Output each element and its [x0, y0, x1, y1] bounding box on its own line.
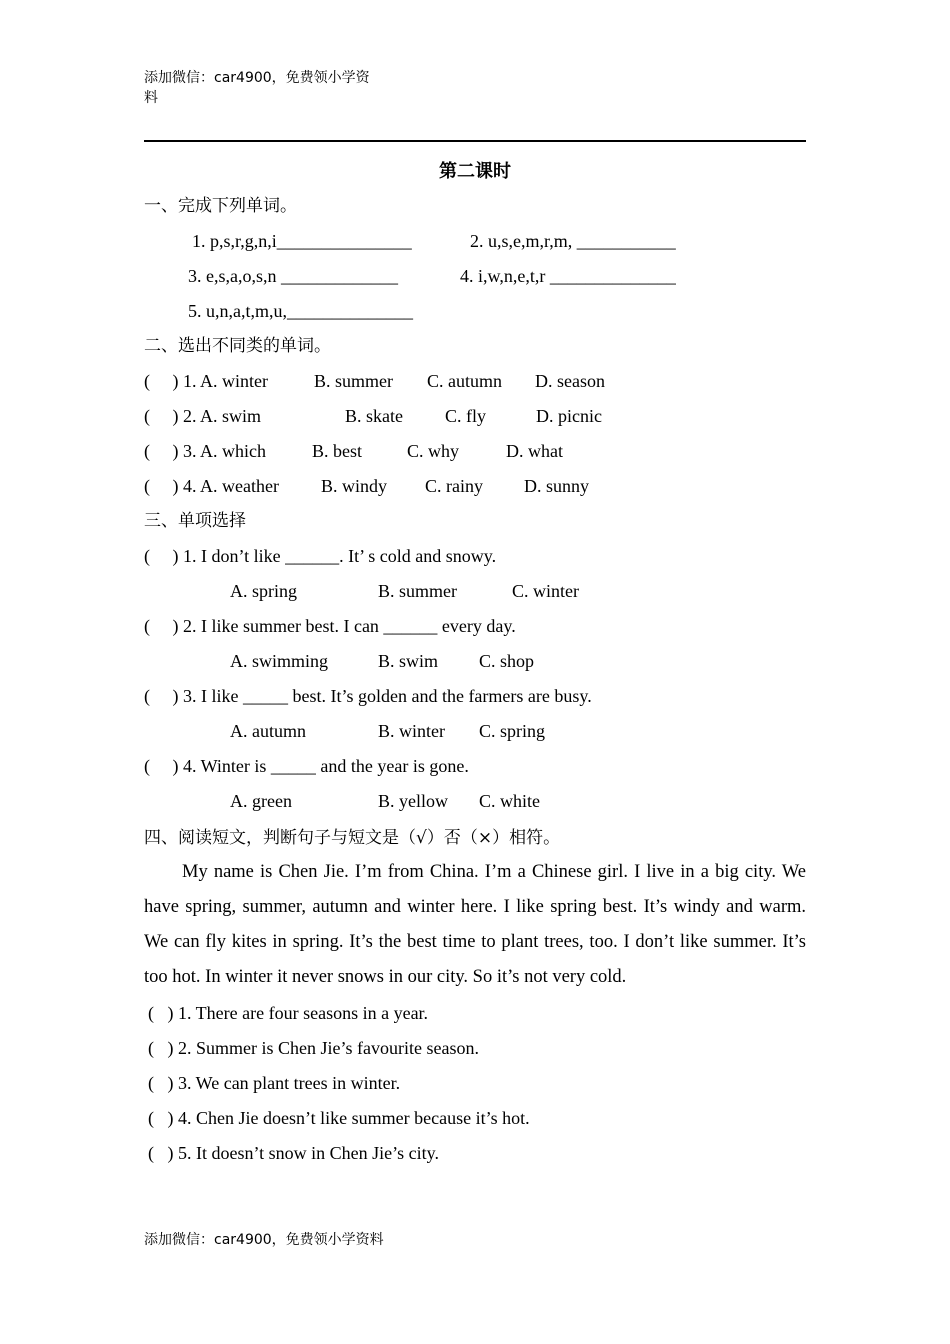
s2-q3-stem: ( ) 3. A. which — [144, 441, 266, 461]
section1-item-1: 1. p,s,r,g,n,i_______________ — [192, 231, 412, 251]
s3-q1-stem: ( ) 1. I don’t like ______. It’ s cold and snowy. — [144, 546, 497, 566]
s2-q2-stem: ( ) 2. A. swim — [144, 406, 261, 426]
s2-q4-d: D. sunny — [524, 476, 590, 496]
s2-q4-stem: ( ) 4. A. weather — [144, 476, 279, 496]
s2-q3-b: B. best — [312, 441, 363, 461]
section1-item-4: 4. i,w,n,e,t,r ______________ — [460, 266, 676, 286]
s3-q2-stem: ( ) 2. I like summer best. I can ______ every day. — [144, 616, 516, 636]
s2-q2-c: C. fly — [445, 406, 487, 426]
section3-heading: 三、单项选择 — [144, 511, 246, 531]
reading-passage — [144, 855, 806, 995]
header-divider — [144, 140, 806, 142]
section1-item-2: 2. u,s,e,m,r,m, ___________ — [470, 231, 676, 251]
page-title: 第二课时 — [439, 161, 511, 181]
s2-q2-d: D. picnic — [536, 406, 602, 426]
s2-q3-d: D. what — [506, 441, 563, 461]
passage-text: My name is Chen Jie. I’m from China. I’m a Chinese girl. I live in a big city. We have spring, summer, autumn and winter here. I like spring best. It’s windy and warm. We can fly kites in spring. It’s the best time to plant trees, too. I don’t like summer. It’s too hot. In winter it never snows in our city. So it’s not very cold. — [144, 862, 806, 987]
s4-statement-4: ( ) 4. Chen Jie doesn’t like summer because it’s hot. — [148, 1108, 530, 1128]
s3-q3-stem: ( ) 3. I like _____ best. It’s golden and the farmers are busy. — [144, 686, 592, 706]
section1-heading: 一、完成下列单词。 — [144, 196, 297, 216]
s3-q2-b: B. swim — [378, 651, 439, 671]
s3-q3-c: C. spring — [479, 721, 546, 741]
s4-statement-1: ( ) 1. There are four seasons in a year. — [148, 1003, 429, 1023]
s2-q1-d: D. season — [535, 371, 605, 391]
s3-q4-c: C. white — [479, 791, 540, 811]
header-line-1: 添加微信：car4900，免费领小学资 — [144, 70, 370, 86]
s3-q3-b: B. winter — [378, 721, 445, 741]
s3-q2-a: A. swimming — [230, 651, 329, 671]
s2-q2-b: B. skate — [345, 406, 403, 426]
section1-item-5: 5. u,n,a,t,m,u,______________ — [188, 301, 413, 321]
s3-q1-b: B. summer — [378, 581, 457, 601]
s4-statement-2: ( ) 2. Summer is Chen Jie’s favourite season. — [148, 1038, 479, 1058]
header-line-2: 料 — [144, 90, 158, 106]
s3-q4-stem: ( ) 4. Winter is _____ and the year is gone. — [144, 756, 469, 776]
s2-q1-b: B. summer — [314, 371, 393, 391]
s3-q2-c: C. shop — [479, 651, 535, 671]
section4-heading: 四、阅读短文，判断句子与短文是（√）否（×）相符。 — [144, 828, 561, 848]
s3-q4-b: B. yellow — [378, 791, 448, 811]
s2-q3-c: C. why — [407, 441, 460, 461]
footer-text: 添加微信：car4900，免费领小学资料 — [144, 1232, 384, 1248]
s3-q1-a: A. spring — [230, 581, 297, 601]
s2-q4-b: B. windy — [321, 476, 388, 496]
s2-q1-stem: ( ) 1. A. winter — [144, 371, 268, 391]
s3-q1-c: C. winter — [512, 581, 579, 601]
s2-q4-c: C. rainy — [425, 476, 483, 496]
section2-heading: 二、选出不同类的单词。 — [144, 336, 331, 356]
s3-q4-a: A. green — [230, 791, 292, 811]
s4-statement-5: ( ) 5. It doesn’t snow in Chen Jie’s city. — [148, 1143, 439, 1163]
section1-item-3: 3. e,s,a,o,s,n _____________ — [188, 266, 398, 286]
s4-statement-3: ( ) 3. We can plant trees in winter. — [148, 1073, 401, 1093]
s3-q3-a: A. autumn — [230, 721, 306, 741]
s2-q1-c: C. autumn — [427, 371, 502, 391]
